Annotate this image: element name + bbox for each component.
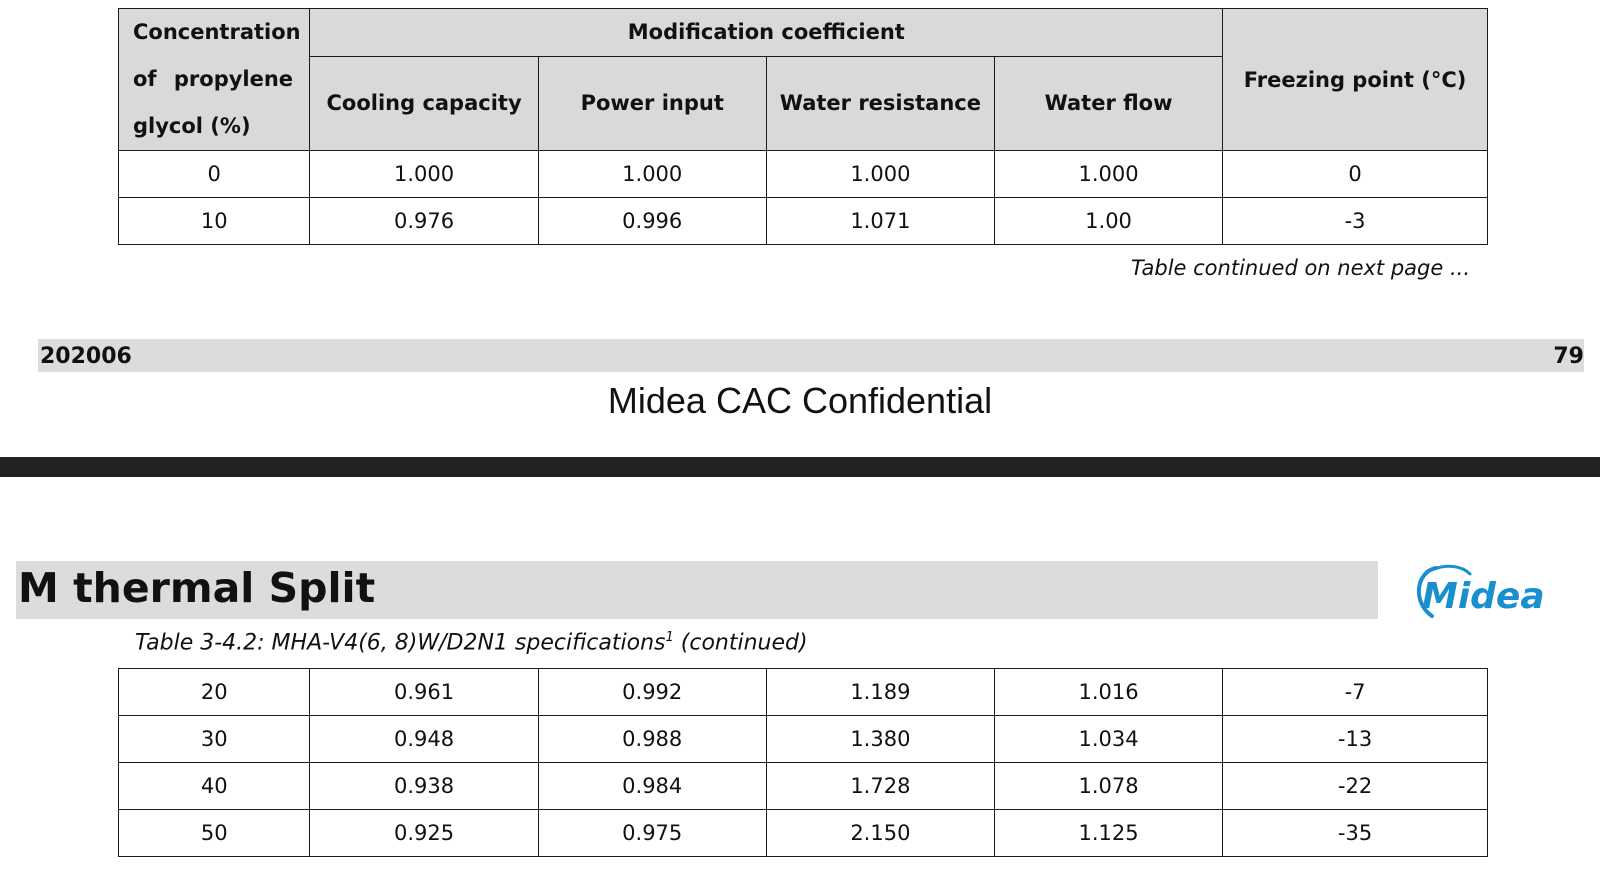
table-cell: 1.000 bbox=[538, 151, 766, 198]
table-continued-note: Table continued on next page ... bbox=[1130, 256, 1470, 280]
table-row bbox=[119, 151, 1488, 198]
table-cell: 0 bbox=[1223, 151, 1488, 198]
table-cell: 1.380 bbox=[766, 716, 994, 763]
table-cell: 0 bbox=[119, 151, 310, 198]
table-caption bbox=[135, 630, 808, 655]
table-cell: -7 bbox=[1223, 669, 1488, 716]
cooling-capacity-header: Cooling capacity bbox=[310, 56, 538, 150]
table-row bbox=[119, 669, 1488, 716]
table-cell: 1.071 bbox=[766, 198, 994, 245]
table-cell: 50 bbox=[119, 810, 310, 857]
table-row bbox=[119, 198, 1488, 245]
table-cell: 0.938 bbox=[310, 763, 538, 810]
confidential-notice: Midea CAC Confidential bbox=[607, 380, 993, 421]
logo-wordmark: Midea bbox=[1422, 576, 1545, 617]
page-separator bbox=[0, 457, 1600, 477]
concentration-header-line: of propylene bbox=[133, 67, 294, 91]
table-cell: -35 bbox=[1223, 810, 1488, 857]
power-input-header: Power input bbox=[538, 56, 766, 150]
table-cell: 0.988 bbox=[538, 716, 766, 763]
table-cell: -3 bbox=[1223, 198, 1488, 245]
table-cell: -13 bbox=[1223, 716, 1488, 763]
modification-coefficient-header: Modification coefficient bbox=[310, 9, 1223, 57]
table-cell: 30 bbox=[119, 716, 310, 763]
glycol-coefficient-table bbox=[118, 8, 1488, 245]
table-header-row bbox=[119, 9, 1488, 57]
table-cell: 0.996 bbox=[538, 198, 766, 245]
midea-logo bbox=[1410, 560, 1560, 625]
table-cell: 0.948 bbox=[310, 716, 538, 763]
table-cell: 1.016 bbox=[994, 669, 1222, 716]
footer-date-code: 202006 bbox=[40, 344, 132, 369]
section-title: M thermal Split bbox=[18, 564, 376, 612]
table-row bbox=[119, 810, 1488, 857]
glycol-coefficient-table-continued bbox=[118, 668, 1488, 857]
table-row bbox=[119, 763, 1488, 810]
table-cell: 1.00 bbox=[994, 198, 1222, 245]
table-cell: 0.961 bbox=[310, 669, 538, 716]
table-cell: 1.189 bbox=[766, 669, 994, 716]
table-cell: 1.000 bbox=[994, 151, 1222, 198]
table-cell: 1.078 bbox=[994, 763, 1222, 810]
table-cell: 20 bbox=[119, 669, 310, 716]
footer-page-number: 79 bbox=[1553, 344, 1584, 369]
table-cell: 1.034 bbox=[994, 716, 1222, 763]
table-cell: 1.125 bbox=[994, 810, 1222, 857]
concentration-header-line: Concentration bbox=[133, 20, 301, 44]
concentration-header-line: glycol (%) bbox=[133, 114, 251, 138]
table-cell: 2.150 bbox=[766, 810, 994, 857]
table-cell: 0.975 bbox=[538, 810, 766, 857]
table-cell: 0.925 bbox=[310, 810, 538, 857]
table-cell: 0.976 bbox=[310, 198, 538, 245]
footer-bar bbox=[38, 339, 1584, 372]
concentration-header bbox=[119, 9, 310, 151]
table-cell: 1.728 bbox=[766, 763, 994, 810]
caption-suffix: (continued) bbox=[673, 630, 808, 656]
water-resistance-header: Water resistance bbox=[766, 56, 994, 150]
table-row bbox=[119, 716, 1488, 763]
water-flow-header: Water flow bbox=[994, 56, 1222, 150]
freezing-point-header: Freezing point (°C) bbox=[1223, 9, 1488, 151]
table-cell: 1.000 bbox=[766, 151, 994, 198]
table-cell: 0.992 bbox=[538, 669, 766, 716]
table-cell: 10 bbox=[119, 198, 310, 245]
caption-footnote-marker: 1 bbox=[665, 630, 674, 645]
table-cell: 40 bbox=[119, 763, 310, 810]
table-cell: -22 bbox=[1223, 763, 1488, 810]
caption-text: Table 3-4.2: MHA-V4(6, 8)W/D2N1 specifications bbox=[135, 630, 666, 656]
table-cell: 1.000 bbox=[310, 151, 538, 198]
table-cell: 0.984 bbox=[538, 763, 766, 810]
